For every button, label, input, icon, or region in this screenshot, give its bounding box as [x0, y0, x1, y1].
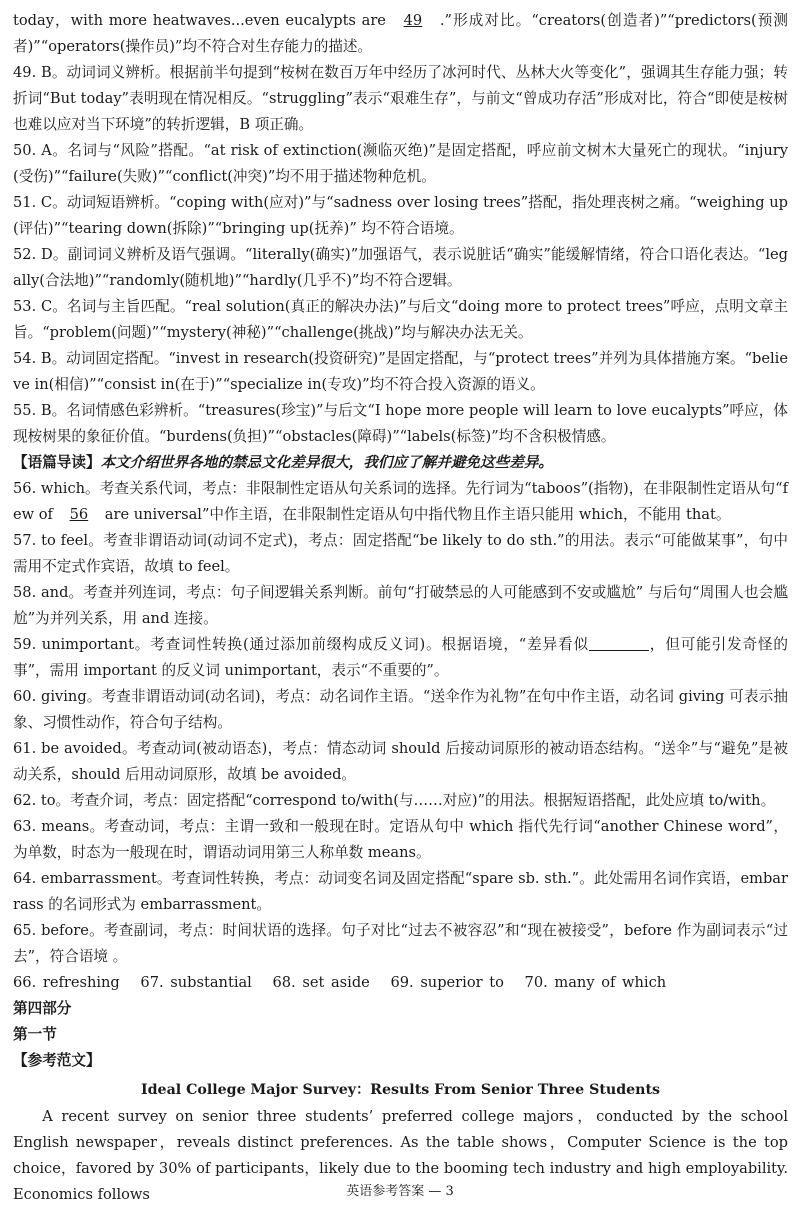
q59-explanation: 59. unimportant。考查词性转换(通过添加前缀构成反义词)。根据语境，“差异看似 ，但可能引发奇怪的事”，需用 important 的反义词 unimportant，表示“不重要的”。: [13, 636, 788, 679]
q55-explanation: 55. B。名词情感色彩辨析。“treasures(珍宝)”与后文“I hope more people will learn to love eucalypts”呼应，体现桉树果的象征价值。“burdens(负担)”“obstacles(障碍)”“labels(标签)”均不含积极情感。: [13, 402, 788, 445]
q53-explanation: 53. C。名词与主旨匹配。“real solution(真正的解决办法)”与后文“doing more to protect trees”呼应，点明文章主旨。“problem(问题)”“mystery(神秘)”“challenge(挑战)”均与解决办法无关。: [13, 298, 788, 341]
q50-explanation: 50. A。名词与“风险”搭配。“at risk of extinction(濒临灭绝)”是固定搭配，呼应前文树木大量死亡的现状。“injury(受伤)”“failure(失败)”“conflict(冲突)”均不用于描述物种危机。: [13, 142, 788, 185]
blank-59: [589, 634, 649, 651]
answer-70: 70. many of which: [524, 974, 667, 991]
q64-explanation: 64. embarrassment。考查词性转换，考点：动词变名词及固定搭配“spare sb. sth.”。此处需用名词作宾语，embarrass 的名词形式为 embarrassment。: [13, 870, 788, 913]
answer-67: 67. substantial: [140, 974, 252, 991]
answer-69: 69. superior to: [390, 974, 504, 991]
q65-explanation: 65. before。考查副词，考点：时间状语的选择。句子对比“过去不被容忍”和“现在被接受”，before 作为副词表示“过去”，符合语境 。: [13, 922, 788, 965]
q60-explanation: 60. giving。考查非谓语动词(动名词)，考点：动名词作主语。“送伞作为礼物”在句中作主语，动名词 giving 可表示抽象、习惯性动作，符合句子结构。: [13, 688, 788, 731]
sample-essay-heading: 【参考范文】: [13, 1052, 101, 1069]
q57-explanation: 57. to feel。考查非谓语动词(动词不定式)，考点：固定搭配“be likely to do sth.”的用法。表示“可能做某事”，句中需用不定式作宾语，故填 to feel。: [13, 532, 788, 575]
q63-explanation: 63. means。考查动词，考点：主谓一致和一般现在时。定语从句中 which 指代先行词“another Chinese word”，为单数，时态为一般现在时，谓语动词用第三人称单数 means。: [13, 818, 788, 861]
essay-body: A recent survey on senior three students’ preferred college majors，conducted by the school English newspaper，reveals distinct preferences. As the table shows，Computer Science is the top choice，favored by 30% of participants，likely due to the booming tech industry and high employability. Economics follows: [13, 1108, 788, 1203]
blank-49: 49: [403, 12, 423, 29]
q54-explanation: 54. B。动词固定搭配。“invest in research(投资研究)”是固定搭配，与“protect trees”并列为具体措施方案。“believe in(相信)”“consist in(在于)”“specialize in(专攻)”均不符合投入资源的语义。: [13, 350, 788, 393]
q61-explanation: 61. be avoided。考查动词(被动语态)，考点：情态动词 should 后接动词原形的被动语态结构。“送伞”与“避免”是被动关系，should 后用动词原形，故填 be avoided。: [13, 740, 788, 783]
answer-66: 66. refreshing: [13, 974, 120, 991]
part-four-heading: 第四部分: [13, 1000, 72, 1017]
passage-guide: 【语篇导读】本文介绍世界各地的禁忌文化差异很大，我们应了解并避免这些差异。: [13, 454, 553, 471]
q56-explanation: 56. which。考查关系代词，考点：非限制性定语从句关系词的选择。先行词为“taboos”(指物)，在非限制性定语从句“few of 56 are universal”中作主语，在非限制性定语从句中指代物且作主语只能用 which，不能用 that。: [13, 476, 788, 528]
essay-title: Ideal College Major Survey：Results From Senior Three Students: [140, 1082, 660, 1098]
q48-explanation: today，with more heatwaves...even eucalypts are 49 .”形成对比。“creators(创造者)”“predictors(预测者)”“operators(操作员)”均不符合对生存能力的描述。: [13, 8, 788, 60]
blank-56: 56: [69, 506, 89, 523]
q58-explanation: 58. and。考查并列连词，考点：句子间逻辑关系判断。前句“打破禁忌的人可能感到不安或尴尬” 与后句“周围人也会尴尬”为并列关系，用 and 连接。: [13, 584, 788, 627]
answer-page: [13, 8, 788, 1208]
q49-explanation: 49. B。动词词义辨析。根据前半句提到“桉树在数百万年中经历了冰河时代、丛林大火等变化”，强调其生存能力强；转折词“But today”表明现在情况相反。“struggling”表示“艰难生存”，与前文“曾成功存活”形成对比，符合“即使是桉树也难以应对当下环境”的转折逻辑，B 项正确。: [13, 64, 788, 133]
answer-68: 68. set aside: [272, 974, 370, 991]
q62-explanation: 62. to。考查介词，考点：固定搭配“correspond to/with(与……对应)”的用法。根据短语搭配，此处应填 to/with。: [13, 792, 776, 809]
page-footer: 英语参考答案 — 3: [346, 1184, 454, 1199]
answers-66-70: [13, 970, 788, 996]
q52-explanation: 52. D。副词词义辨析及语气强调。“literally(确实)”加强语气，表示说脏话“确实”能缓解情绪，符合口语化表达。“legally(合法地)”“randomly(随机地)”“hardly(几乎不)”均不符合逻辑。: [13, 246, 788, 289]
section-one-heading: 第一节: [13, 1026, 57, 1043]
q51-explanation: 51. C。动词短语辨析。“coping with(应对)”与“sadness over losing trees”搭配，指处理丧树之痛。“weighing up(评估)”“tearing down(拆除)”“bringing up(抚养)” 均不符合语境。: [13, 194, 788, 237]
